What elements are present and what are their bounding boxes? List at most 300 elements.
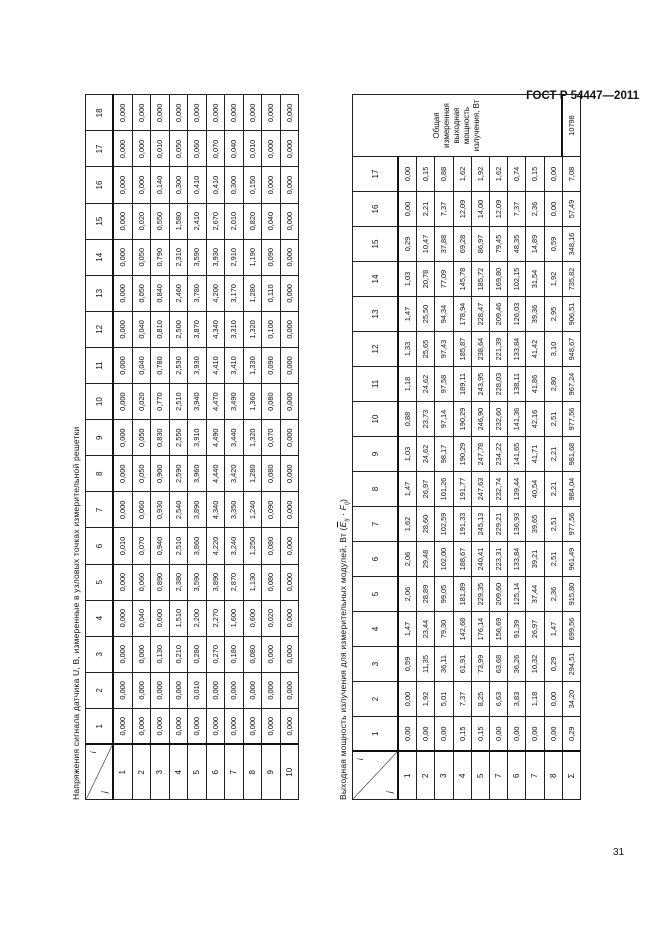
table-cell: 0,000 <box>262 131 281 167</box>
table-cell: 0,000 <box>280 95 299 131</box>
table-cell: 0,840 <box>151 275 170 311</box>
row-header-j: 2 <box>417 752 435 800</box>
table-cell: 0,000 <box>132 131 151 167</box>
table-cell: 0,010 <box>188 672 207 708</box>
table-cell: 0,74 <box>508 157 526 192</box>
total-power-header: Общая измеренная выходная мощность излучения, Вт <box>353 95 563 157</box>
table-cell: 156,69 <box>489 612 507 647</box>
table-cell: 0,15 <box>526 157 544 192</box>
total-power-value: 10798 <box>562 95 581 157</box>
table-cell: 188,67 <box>453 542 471 577</box>
table-cell: 906,51 <box>562 297 581 332</box>
table-cell: 0,000 <box>113 420 132 456</box>
table-cell: 1,510 <box>169 600 188 636</box>
table-row <box>471 95 489 800</box>
table-cell: 234,22 <box>489 437 507 472</box>
table-cell: 228,47 <box>471 297 489 332</box>
column-header-i: 8 <box>353 472 399 507</box>
table-cell: 25,65 <box>417 332 435 367</box>
table-cell: 37,88 <box>435 227 453 262</box>
table-cell: 0,00 <box>398 682 417 717</box>
table-cell: 101,26 <box>435 472 453 507</box>
table-cell: 0,00 <box>544 717 562 752</box>
column-header-i: 5 <box>86 564 114 600</box>
table-cell: 0,080 <box>243 636 262 672</box>
table-cell: 86,97 <box>471 227 489 262</box>
formula-dot: · <box>338 510 348 519</box>
table-cell: 0,550 <box>151 203 170 239</box>
table-row <box>526 95 544 800</box>
table-cell: 40,54 <box>526 472 544 507</box>
table-cell: 0,000 <box>225 672 244 708</box>
table-cell: 0,010 <box>243 131 262 167</box>
table-cell: 2,410 <box>188 203 207 239</box>
table-cell: 99,05 <box>435 577 453 612</box>
table-cell: 3,860 <box>188 528 207 564</box>
table-row <box>262 95 281 800</box>
table-cell: 1,92 <box>471 157 489 192</box>
table-row <box>508 95 526 800</box>
table-cell: 1,92 <box>417 682 435 717</box>
table-row <box>453 95 471 800</box>
table-cell: 0,050 <box>132 275 151 311</box>
table-cell: 25,50 <box>417 297 435 332</box>
table-cell: 0,020 <box>262 600 281 636</box>
table-cell: 243,95 <box>471 367 489 402</box>
table-cell: 36,26 <box>508 647 526 682</box>
table-cell: 0,000 <box>280 420 299 456</box>
table-cell: 36,11 <box>435 647 453 682</box>
table-cell: 0,000 <box>280 528 299 564</box>
table-cell: 2,530 <box>169 347 188 383</box>
table-cell: 0,100 <box>262 311 281 347</box>
table-cell: 209,60 <box>489 577 507 612</box>
row-header-j: 7 <box>225 745 244 800</box>
table-row <box>243 95 262 800</box>
table-cell: 185,87 <box>453 332 471 367</box>
table-cell: 1,280 <box>243 275 262 311</box>
column-header-i: 3 <box>86 636 114 672</box>
table-cell: 4,490 <box>206 420 225 456</box>
table-cell: 41,71 <box>526 437 544 472</box>
table-cell: 247,63 <box>471 472 489 507</box>
table-cell: 91,39 <box>508 612 526 647</box>
table-cell: 948,67 <box>562 332 581 367</box>
table-cell: 0,000 <box>206 708 225 744</box>
table-cell: 0,090 <box>262 239 281 275</box>
header-row <box>353 95 399 800</box>
table-row <box>188 95 207 800</box>
table-cell: 0,000 <box>113 492 132 528</box>
table-cell: 0,000 <box>280 239 299 275</box>
table-cell: 1,320 <box>243 311 262 347</box>
column-header-i: 1 <box>86 708 114 744</box>
table-cell: 0,070 <box>206 131 225 167</box>
table-cell: 0,00 <box>398 717 417 752</box>
table-cell: 125,14 <box>508 577 526 612</box>
table-cell: 4,410 <box>206 347 225 383</box>
column-header-i: 7 <box>86 492 114 528</box>
table-cell: 145,78 <box>453 262 471 297</box>
table-cell: 0,940 <box>151 528 170 564</box>
table-cell: 240,41 <box>471 542 489 577</box>
table-cell: 247,78 <box>471 437 489 472</box>
table-cell: 0,600 <box>243 600 262 636</box>
table-cell: 98,17 <box>435 437 453 472</box>
table-cell: 0,000 <box>113 131 132 167</box>
table-cell: 0,000 <box>243 708 262 744</box>
table-cell: 0,000 <box>113 95 132 131</box>
table-row <box>544 95 562 800</box>
column-header-i: 5 <box>353 577 399 612</box>
power-table-caption-text: Выходная мощность излучения для измерительных модулей, Вт <box>338 533 348 800</box>
table-cell: 1,62 <box>453 157 471 192</box>
table-cell: 191,77 <box>453 472 471 507</box>
table-cell: 0,040 <box>225 131 244 167</box>
table-cell: 20,78 <box>417 262 435 297</box>
table-cell: 977,56 <box>562 507 581 542</box>
column-header-i: 4 <box>86 600 114 636</box>
table-cell: 0,050 <box>132 456 151 492</box>
table-cell: 141,65 <box>508 437 526 472</box>
table-cell: 2,06 <box>398 577 417 612</box>
table-cell: 0,000 <box>169 95 188 131</box>
table-cell: 73,99 <box>471 647 489 682</box>
table-cell: 24,62 <box>417 437 435 472</box>
table-cell: 209,46 <box>489 297 507 332</box>
table-cell: 0,00 <box>508 717 526 752</box>
table-cell: 3,440 <box>225 420 244 456</box>
table-cell: 4,340 <box>206 492 225 528</box>
column-header-i: 11 <box>86 347 114 383</box>
table-cell: 0,000 <box>280 167 299 203</box>
formula-f-sub: ij <box>344 501 351 505</box>
table-row <box>169 95 188 800</box>
table-cell: 0,000 <box>280 672 299 708</box>
table-cell: 0,000 <box>113 239 132 275</box>
table-cell: 981,68 <box>562 437 581 472</box>
table-cell: 0,000 <box>188 708 207 744</box>
table-cell: 0,210 <box>169 636 188 672</box>
table-cell: 0,000 <box>113 384 132 420</box>
table-cell: 0,040 <box>132 600 151 636</box>
table-cell: 191,33 <box>453 507 471 542</box>
table-row <box>398 95 417 800</box>
column-header-i: 7 <box>353 507 399 542</box>
table-cell: 246,90 <box>471 402 489 437</box>
table-row <box>562 95 581 800</box>
table-cell: 176,14 <box>471 612 489 647</box>
table-cell: 3,83 <box>508 682 526 717</box>
column-header-i: 3 <box>353 647 399 682</box>
table-cell: 0,000 <box>113 456 132 492</box>
table-row <box>417 95 435 800</box>
corner-cell-ij <box>86 745 114 800</box>
table-cell: 0,050 <box>132 420 151 456</box>
table-cell: 24,62 <box>417 367 435 402</box>
table-cell: 2,310 <box>169 239 188 275</box>
table-cell: 185,72 <box>471 262 489 297</box>
column-header-i: 14 <box>86 239 114 275</box>
table-cell: 2,540 <box>169 492 188 528</box>
row-header-j: 8 <box>544 752 562 800</box>
formula-f: F <box>338 504 348 511</box>
table-cell: 79,30 <box>435 612 453 647</box>
table-cell: 2,06 <box>398 542 417 577</box>
row-header-j: 6 <box>206 745 225 800</box>
column-header-i: 18 <box>86 95 114 131</box>
table-cell: 1,62 <box>398 507 417 542</box>
table-cell: 0,000 <box>280 492 299 528</box>
table-cell: 169,80 <box>489 262 507 297</box>
table-cell: 77,09 <box>435 262 453 297</box>
table-cell: 141,36 <box>508 402 526 437</box>
table-cell: 0,000 <box>132 708 151 744</box>
table-cell: 0,130 <box>151 636 170 672</box>
table-cell: 1,33 <box>398 332 417 367</box>
table-cell: 1,130 <box>243 564 262 600</box>
table-cell: 4,340 <box>206 311 225 347</box>
table-cell: 0,29 <box>398 227 417 262</box>
row-header-j: 3 <box>151 745 170 800</box>
table-row <box>435 95 453 800</box>
table-cell: 34,20 <box>562 682 581 717</box>
table-cell: 0,00 <box>435 717 453 752</box>
table-cell: 1,03 <box>398 437 417 472</box>
table-cell: 229,21 <box>489 507 507 542</box>
table-cell: 26,97 <box>417 472 435 507</box>
table-cell: 984,04 <box>562 472 581 507</box>
table-cell: 0,790 <box>151 239 170 275</box>
row-header-j: 1 <box>398 752 417 800</box>
table-cell: 0,000 <box>262 167 281 203</box>
table-cell: 1,600 <box>225 600 244 636</box>
table-cell: 0,410 <box>188 167 207 203</box>
power-table-block <box>335 95 581 800</box>
table-cell: 3,910 <box>188 420 207 456</box>
table-cell: 0,090 <box>262 492 281 528</box>
table-cell: 0,000 <box>169 672 188 708</box>
table-cell: 221,39 <box>489 332 507 367</box>
table-cell: 229,35 <box>471 577 489 612</box>
table-cell: 0,000 <box>262 95 281 131</box>
table-cell: 0,15 <box>471 717 489 752</box>
table-row <box>280 95 299 800</box>
table-cell: 0,00 <box>398 192 417 227</box>
table-cell: 11,35 <box>417 647 435 682</box>
table-cell: 0,000 <box>188 95 207 131</box>
table-cell: 178,94 <box>453 297 471 332</box>
table-cell: 12,09 <box>489 192 507 227</box>
table-cell: 0,070 <box>132 528 151 564</box>
formula-e: $\overline{E}$ <box>338 521 348 528</box>
column-header-i: 17 <box>86 131 114 167</box>
table-cell: 0,000 <box>169 708 188 744</box>
table-cell: 223,31 <box>489 542 507 577</box>
voltage-table-block <box>68 95 299 800</box>
table-cell: 0,110 <box>262 275 281 311</box>
table-cell: 14,89 <box>526 227 544 262</box>
voltage-table-caption: Напряжения сигнала датчика U, В, измеренные в узловых точках измерительной решетки <box>71 426 81 800</box>
table-cell: 0,00 <box>544 682 562 717</box>
column-header-i: 10 <box>86 384 114 420</box>
table-cell: 0,000 <box>113 167 132 203</box>
table-cell: 0,59 <box>398 647 417 682</box>
table-cell: 2,670 <box>206 203 225 239</box>
table-cell: 0,060 <box>132 492 151 528</box>
table-cell: 232,74 <box>489 472 507 507</box>
table-cell: 0,080 <box>262 564 281 600</box>
document-standard-header: ГОСТ Р 54447—2011 <box>526 90 639 102</box>
table-cell: 2,21 <box>544 472 562 507</box>
table-cell: 0,280 <box>188 636 207 672</box>
table-cell: 0,770 <box>151 384 170 420</box>
table-cell: 0,000 <box>206 95 225 131</box>
column-header-i: 4 <box>353 612 399 647</box>
table-cell: 8,25 <box>471 682 489 717</box>
table-cell: 245,13 <box>471 507 489 542</box>
table-row <box>489 95 507 800</box>
table-cell: 0,00 <box>526 717 544 752</box>
table-cell: 2,80 <box>544 367 562 402</box>
table-cell: 0,88 <box>398 402 417 437</box>
table-cell: 0,000 <box>132 95 151 131</box>
table-cell: 1,360 <box>243 384 262 420</box>
table-cell: 3,930 <box>206 239 225 275</box>
column-header-i: 16 <box>353 192 399 227</box>
table-cell: 0,000 <box>132 672 151 708</box>
column-header-i: 12 <box>353 332 399 367</box>
table-cell: 142,68 <box>453 612 471 647</box>
table-cell: 0,000 <box>113 600 132 636</box>
table-cell: 0,000 <box>151 672 170 708</box>
power-table-caption: Выходная мощность излучения для измерительных модулей, Вт $(\overline{E}_{ij} \cdot F_{ij})$ <box>338 498 351 800</box>
row-header-j: 2 <box>132 745 151 800</box>
table-cell: 1,03 <box>398 262 417 297</box>
table-cell: 0,040 <box>132 347 151 383</box>
table-cell: 2,460 <box>169 275 188 311</box>
table-cell: 0,040 <box>132 311 151 347</box>
table-cell: 102,15 <box>508 262 526 297</box>
table-cell: 0,270 <box>206 636 225 672</box>
table-cell: 3,890 <box>188 492 207 528</box>
row-header-j: 10 <box>280 745 299 800</box>
table-cell: 0,900 <box>151 456 170 492</box>
table-cell: 0,050 <box>169 131 188 167</box>
table-cell: 1,47 <box>398 612 417 647</box>
row-header-j: 8 <box>243 745 262 800</box>
table-cell: 136,93 <box>508 507 526 542</box>
table-cell: 1,47 <box>398 297 417 332</box>
table-cell: 0,410 <box>206 167 225 203</box>
table-cell: 0,140 <box>151 167 170 203</box>
table-cell: 0,000 <box>113 347 132 383</box>
table-cell: 3,170 <box>225 275 244 311</box>
table-cell: 138,11 <box>508 367 526 402</box>
table-cell: 3,590 <box>188 239 207 275</box>
table-cell: 238,64 <box>471 332 489 367</box>
table-cell: 3,940 <box>188 384 207 420</box>
table-cell: 0,080 <box>262 528 281 564</box>
column-header-i: 13 <box>353 297 399 332</box>
table-cell: 189,11 <box>453 367 471 402</box>
table-cell: 23,73 <box>417 402 435 437</box>
table-cell: 3,890 <box>206 564 225 600</box>
table-cell: 57,49 <box>562 192 581 227</box>
table-cell: 228,03 <box>489 367 507 402</box>
table-cell: 0,890 <box>151 564 170 600</box>
table-cell: 0,00 <box>417 717 435 752</box>
table-cell: 2,270 <box>206 600 225 636</box>
table-cell: 2,95 <box>544 297 562 332</box>
row-header-j: 7 <box>489 752 507 800</box>
table-cell: 2,500 <box>169 311 188 347</box>
table-cell: 0,000 <box>243 672 262 708</box>
table-cell: 12,09 <box>453 192 471 227</box>
table-cell: 0,000 <box>262 672 281 708</box>
table-cell: 0,000 <box>132 167 151 203</box>
row-header-j: 5 <box>188 745 207 800</box>
table-cell: 3,240 <box>225 528 244 564</box>
table-cell: 102,00 <box>435 542 453 577</box>
column-header-i: 6 <box>353 542 399 577</box>
table-cell: 0,600 <box>151 600 170 636</box>
table-cell: 7,08 <box>562 157 581 192</box>
table-cell: 28,89 <box>417 577 435 612</box>
table-cell: 1,62 <box>489 157 507 192</box>
table-cell: 39,65 <box>526 507 544 542</box>
table-cell: 39,21 <box>526 542 544 577</box>
corner-cell-ij <box>353 752 399 800</box>
table-cell: 0,000 <box>280 311 299 347</box>
table-cell: 0,180 <box>225 636 244 672</box>
table-cell: 0,88 <box>435 157 453 192</box>
column-header-i: 2 <box>86 672 114 708</box>
corner-j-label: j <box>100 791 109 793</box>
table-cell: 0,000 <box>132 636 151 672</box>
table-row <box>132 95 151 800</box>
table-cell: 0,000 <box>151 708 170 744</box>
table-cell: 0,000 <box>280 275 299 311</box>
table-cell: 0,000 <box>113 564 132 600</box>
table-cell: 0,020 <box>132 384 151 420</box>
table-cell: 0,000 <box>113 636 132 672</box>
table-cell: 31,54 <box>526 262 544 297</box>
table-cell: 3,350 <box>225 492 244 528</box>
table-cell: 0,000 <box>225 95 244 131</box>
table-cell: 0,000 <box>151 95 170 131</box>
table-cell: 0,000 <box>280 564 299 600</box>
table-cell: 0,000 <box>225 708 244 744</box>
table-cell: 0,000 <box>280 131 299 167</box>
table-cell: 190,29 <box>453 437 471 472</box>
table-cell: 0,080 <box>262 384 281 420</box>
table-cell: 0,040 <box>262 203 281 239</box>
table-row <box>206 95 225 800</box>
table-cell: 0,000 <box>113 708 132 744</box>
table-cell: 7,37 <box>435 192 453 227</box>
table-cell: 0,000 <box>113 203 132 239</box>
column-header-i: 1 <box>353 717 399 752</box>
table-cell: 1,280 <box>243 456 262 492</box>
table-cell: 0,000 <box>262 636 281 672</box>
table-cell: 0,060 <box>188 131 207 167</box>
table-cell: 0,15 <box>417 157 435 192</box>
row-header-j: 9 <box>262 745 281 800</box>
table-cell: 3,590 <box>188 564 207 600</box>
column-header-i: 15 <box>86 203 114 239</box>
table-cell: 2,010 <box>225 203 244 239</box>
